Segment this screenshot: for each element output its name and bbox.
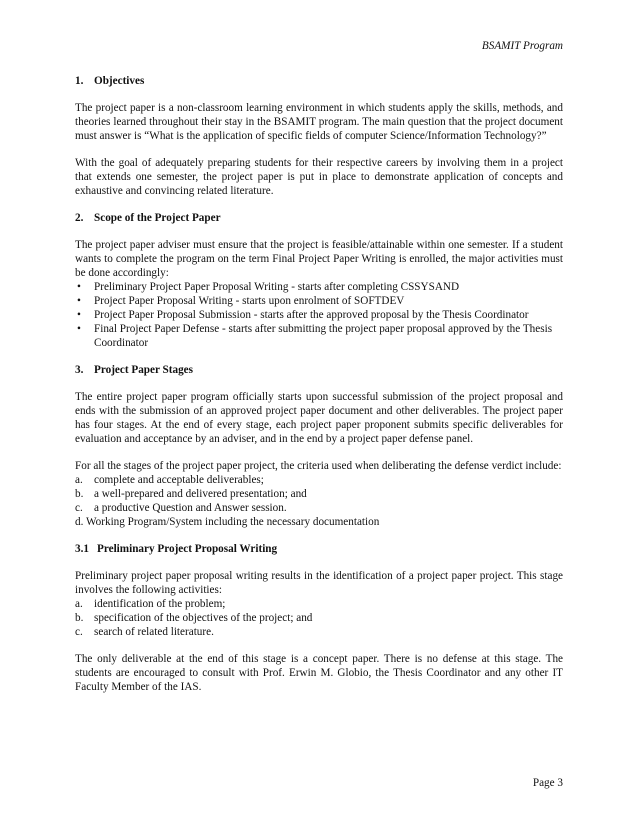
list-item-text: identification of the problem; <box>94 598 226 610</box>
section-number: 3.1 <box>75 543 89 555</box>
list-item-text: complete and acceptable deliverables; <box>94 474 264 486</box>
section-heading-preliminary <box>75 542 563 556</box>
section-title: Scope of the Project Paper <box>94 212 221 224</box>
section-number: 2. <box>75 212 84 224</box>
list-marker: b. <box>75 488 84 500</box>
list-marker: d. <box>75 516 84 528</box>
section-number: 3. <box>75 364 84 376</box>
running-header: BSAMIT Program <box>481 40 563 52</box>
page-number: Page 3 <box>532 777 563 789</box>
preliminary-paragraph-2: The only deliverable at the end of this stage is a concept paper. There is no defense at this stage. The students are encouraged to consult with Prof. Erwin M. Globio, the Thesis Coordinator and any other IT Faculty Member of the IAS. <box>75 653 563 693</box>
stages-paragraph-2: For all the stages of the project paper project, the criteria used when deliberating the defense verdict include: <box>75 460 562 472</box>
section-heading-scope <box>75 211 563 225</box>
list-item <box>75 515 563 529</box>
list-item <box>75 611 563 625</box>
list-item <box>75 322 563 350</box>
section-number: 1. <box>75 75 84 87</box>
section-title: Preliminary Project Proposal Writing <box>97 543 278 555</box>
list-item-text: Working Program/System including the necessary documentation <box>86 516 380 528</box>
list-item-text: specification of the objectives of the project; and <box>94 612 313 624</box>
list-item <box>75 501 563 515</box>
list-marker: a. <box>75 598 83 610</box>
list-item <box>75 308 563 322</box>
section-heading-stages <box>75 363 563 377</box>
bullet-icon: • <box>77 309 81 321</box>
list-marker: b. <box>75 612 84 624</box>
bullet-icon: • <box>77 323 81 335</box>
bullet-icon: • <box>77 281 81 293</box>
list-item <box>75 625 563 639</box>
objectives-paragraph-2: With the goal of adequately preparing students for their respective careers by involving them in a project that extends one semester, the project paper is put in place to demonstrate application of concepts and exhaustive and convincing related literature. <box>75 157 563 197</box>
criteria-list <box>75 473 563 529</box>
preliminary-paragraph-1: Preliminary project paper proposal writing results in the identification of a project paper project. This stage involves the following activities: <box>75 570 563 596</box>
list-marker: c. <box>75 502 83 514</box>
objectives-paragraph-1: The project paper is a non-classroom learning environment in which students apply the skills, methods, and theories learned throughout their stay in the BSAMIT program. The main question that the project document must answer is “What is the application of specific fields of computer Science/Information Technology?” <box>75 102 563 142</box>
bullet-icon: • <box>77 295 81 307</box>
list-item-text: Project Paper Proposal Writing - starts upon enrolment of SOFTDEV <box>94 295 405 307</box>
list-item-text: Project Paper Proposal Submission - starts after the approved proposal by the Thesis Coordinator <box>94 309 529 321</box>
list-item-text: Final Project Paper Defense - starts after submitting the project paper proposal approved by the Thesis Coordinator <box>94 323 553 349</box>
activities-list <box>75 597 563 639</box>
section-title: Objectives <box>94 75 145 87</box>
list-marker: a. <box>75 474 83 486</box>
page-content <box>75 74 563 707</box>
section-title: Project Paper Stages <box>94 364 193 376</box>
scope-bullet-list <box>75 280 563 350</box>
list-item <box>75 487 563 501</box>
list-item-text: Preliminary Project Paper Proposal Writing - starts after completing CSSYSAND <box>94 281 460 293</box>
list-item-text: a well-prepared and delivered presentation; and <box>94 488 307 500</box>
list-item-text: a productive Question and Answer session. <box>94 502 287 514</box>
list-item <box>75 294 563 308</box>
stages-paragraph-1: The entire project paper program officially starts upon successful submission of the project proposal and ends with the submission of an approved project paper document and other deliverables. The project paper has four stages. At the end of every stage, each project paper proponent submits specific deliverables for evaluation and acceptance by an adviser, and in the end by a project paper defense panel. <box>75 391 563 445</box>
list-item-text: search of related literature. <box>94 626 214 638</box>
list-marker: c. <box>75 626 83 638</box>
list-item <box>75 473 563 487</box>
list-item <box>75 280 563 294</box>
section-heading-objectives <box>75 74 563 88</box>
list-item <box>75 597 563 611</box>
scope-paragraph: The project paper adviser must ensure that the project is feasible/attainable within one semester. If a student wants to complete the program on the term Final Project Paper Writing is enrolled, the major activities must be done accordingly: <box>75 239 563 279</box>
